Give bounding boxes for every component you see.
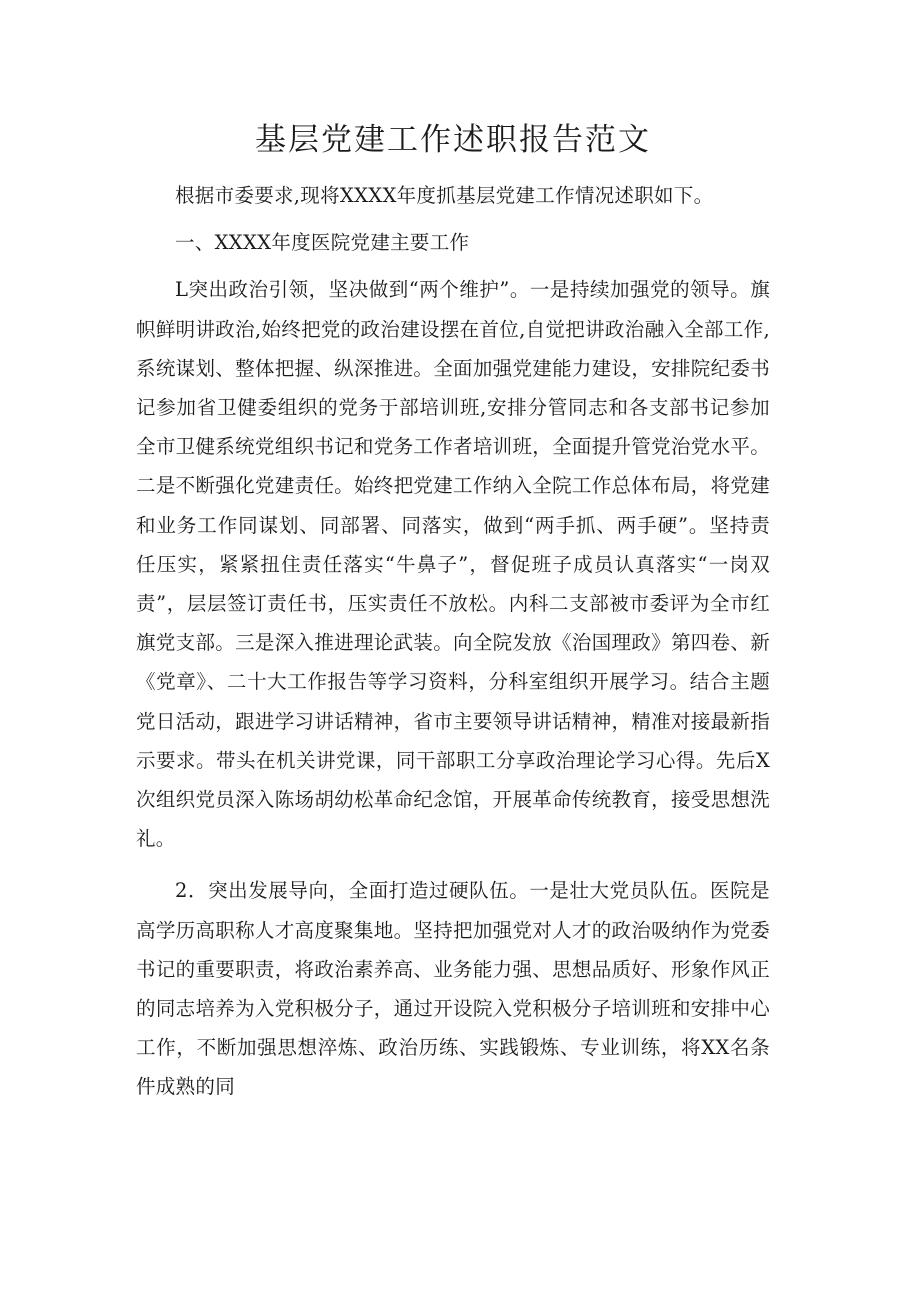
section-heading: 一、XXXX年度医院党建主要工作 [175, 231, 470, 255]
paragraph-intro: 根据市委要求,现将XXXX年度抓基层党建工作情况述职如下。 [175, 184, 714, 207]
document-title: 基层党建工作述职报告范文 [255, 122, 651, 158]
paragraph-political-guidance: L突出政治引领，坚决做到“两个维护”。一是持续加强党的领导。旗帜鲜明讲政治,始终把党的政治建设摆在首位,自觉把讲政治融入全部工作,系统谋划、整体把握、纵深推进。全面加强党建能力建设，安排院纪委书记参加省卫健委组织的党务于部培训班,安排分管同志和各支部书记参加全市卫健系统党组织书记和党务工作者培训班，全面提升管党治党水平。二是不断强化党建责任。始终把党建工作纳入全院工作总体布局，将党建和业务工作同谋划、同部署、同落实，做到“两手抓、两手硬”。坚持责任压实，紧紧扭住责任落实“牛鼻子”，督促班子成员认真落实“一岗双责”，层层签订责任书，压实责任不放松。内科二支部被市委评为全市红旗党支部。三是深入推进理论武装。向全院发放《治国理政》第四卷、新《党章》、二十大工作报告等学习资料，分科室组织开展学习。结合主题党日活动，跟进学习讲话精神，省市主要领导讲话精神，精准对接最新指示要求。带头在机关讲党课，同干部职工分享政治理论学习心得。先后X次组织党员深入陈场胡幼松革命纪念馆，开展革命传统教育，接受思想洗礼。 [136, 278, 770, 851]
paragraph-team-building: 2．突出发展导向，全面打造过硬队伍。一是壮大党员队伍。医院是高学历高职称人才高度聚集地。坚持把加强党对人才的政治吸纳作为党委书记的重要职责，将政治素养高、业务能力强、思想品质好、形象作风正的同志培养为入党积极分子，通过开设院入党积极分子培训班和安排中心工作，不断加强思想淬炼、政治历练、实践锻炼、专业训练，将XX名条件成熟的同 [136, 879, 770, 1099]
